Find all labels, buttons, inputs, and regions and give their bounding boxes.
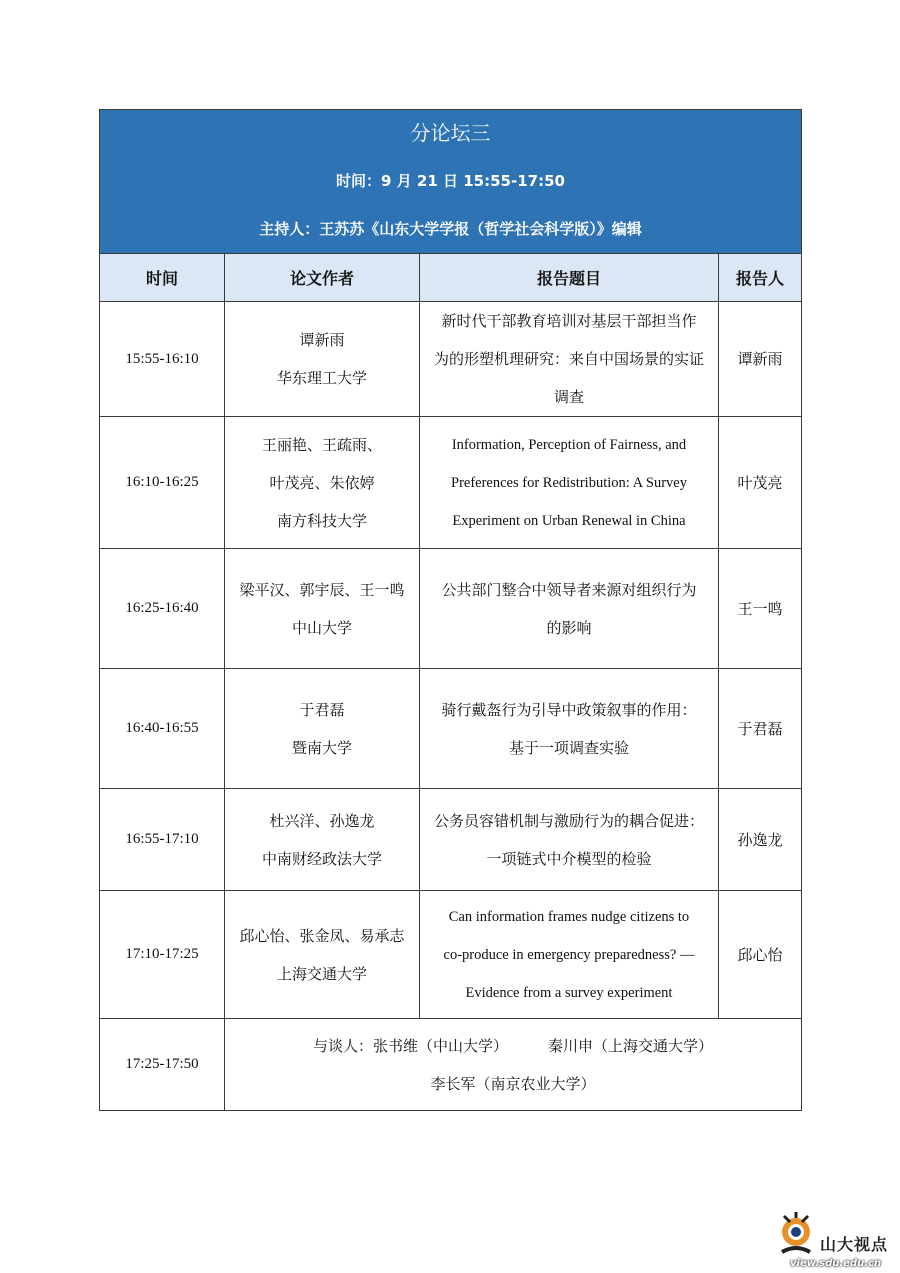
row-presenter: 邱心怡 — [719, 891, 802, 1019]
title-line: Can information frames nudge citizens to — [448, 908, 690, 925]
row-title — [420, 891, 719, 1019]
forum-host: 主持人：王苏苏《山东大学学报（哲学社会科学版）》编辑 — [259, 220, 642, 238]
discussion-row — [100, 1019, 802, 1111]
row-time: 15:55-16:10 — [100, 302, 225, 417]
row-authors — [225, 549, 420, 669]
row-presenter: 叶茂亮 — [719, 417, 802, 549]
table-row — [100, 549, 802, 669]
table-row — [100, 417, 802, 549]
col-presenter: 报告人 — [719, 254, 802, 302]
affiliation-line: 中南财经政法大学 — [261, 849, 382, 868]
discussant-1: 与谈人：张书维（中山大学） — [312, 1036, 508, 1055]
affiliation-line: 中山大学 — [291, 618, 352, 637]
title-line: 调查 — [553, 388, 584, 406]
row-authors — [225, 669, 420, 789]
table-header-banner — [100, 110, 802, 254]
row-authors — [225, 302, 420, 417]
col-time: 时间 — [100, 254, 225, 302]
title-line: 为的形塑机理研究：来自中国场景的实证 — [433, 350, 704, 368]
row-authors — [225, 789, 420, 891]
row-time: 16:10-16:25 — [100, 417, 225, 549]
author-line: 叶茂亮、朱依婷 — [269, 473, 375, 492]
schedule-table — [99, 109, 802, 1111]
title-line: Preferences for Redistribution: A Survey — [451, 474, 687, 491]
affiliation-line: 华东理工大学 — [276, 369, 367, 387]
row-presenter: 谭新雨 — [719, 302, 802, 417]
row-authors — [225, 417, 420, 549]
author-line: 邱心怡、张金凤、易承志 — [239, 926, 405, 945]
affiliation-line: 暨南大学 — [291, 738, 352, 757]
row-time: 16:25-16:40 — [100, 549, 225, 669]
title-line: 公务员容错机制与激励行为的耦合促进： — [433, 811, 704, 830]
row-authors — [225, 891, 420, 1019]
title-line: 骑行戴盔行为引导中政策叙事的作用： — [441, 700, 697, 719]
discussion-time: 17:25-17:50 — [100, 1019, 225, 1111]
table-row — [100, 669, 802, 789]
row-presenter: 孙逸龙 — [719, 789, 802, 891]
watermark-url: view.sdu.edu.cn — [790, 1258, 882, 1269]
row-title — [420, 417, 719, 549]
row-title — [420, 549, 719, 669]
discussant-2: 秦川申（上海交通大学） — [548, 1036, 714, 1055]
row-time: 17:10-17:25 — [100, 891, 225, 1019]
discussants — [225, 1019, 802, 1111]
title-line: 新时代干部教育培训对基层干部担当作 — [441, 312, 697, 330]
forum-title: 分论坛三 — [410, 121, 491, 145]
row-presenter: 于君磊 — [719, 669, 802, 789]
table-row — [100, 302, 802, 417]
row-title — [420, 302, 719, 417]
row-title — [420, 789, 719, 891]
discussant-line — [231, 1027, 795, 1065]
title-line: 的影响 — [546, 618, 592, 637]
column-header-row — [100, 254, 802, 302]
table-row — [100, 789, 802, 891]
watermark-name: 山大视点 — [820, 1235, 889, 1254]
title-line: co-produce in emergency preparedness? — — [443, 946, 695, 963]
author-line: 王丽艳、王疏雨、 — [261, 435, 382, 454]
affiliation-line: 上海交通大学 — [276, 964, 367, 983]
author-line: 梁平汉、郭宇辰、王一鸣 — [239, 580, 405, 599]
row-time: 16:40-16:55 — [100, 669, 225, 789]
title-line: Information, Perception of Fairness, and — [451, 436, 687, 453]
title-line: 基于一项调查实验 — [508, 738, 629, 757]
discussant-3: 李长军（南京农业大学） — [430, 1074, 596, 1093]
author-line: 于君磊 — [299, 700, 345, 719]
col-title: 报告题目 — [420, 254, 719, 302]
affiliation-line: 南方科技大学 — [276, 511, 367, 530]
title-line: 一项链式中介模型的检验 — [486, 849, 652, 868]
author-line: 杜兴洋、孙逸龙 — [269, 811, 375, 830]
col-authors: 论文作者 — [225, 254, 420, 302]
row-presenter: 王一鸣 — [719, 549, 802, 669]
title-line: Evidence from a survey experiment — [465, 984, 673, 1001]
table-row — [100, 891, 802, 1019]
row-time: 16:55-17:10 — [100, 789, 225, 891]
title-line: 公共部门整合中领导者来源对组织行为 — [441, 580, 697, 599]
author-line: 谭新雨 — [299, 331, 345, 349]
title-line: Experiment on Urban Renewal in China — [452, 512, 686, 529]
row-title — [420, 669, 719, 789]
forum-time: 时间：9 月 21 日 15:55-17:50 — [336, 172, 565, 190]
